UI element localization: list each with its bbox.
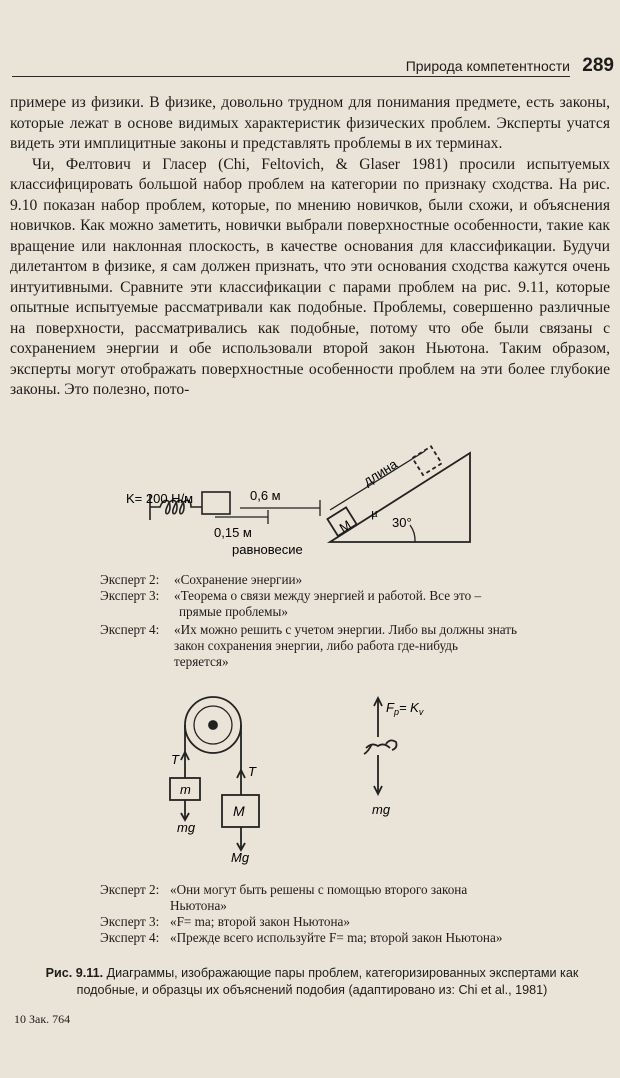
friction-label: μ: [371, 505, 378, 520]
angle-label: 30°: [392, 515, 412, 530]
spring-constant-label: K= 200 Н/м: [126, 491, 194, 506]
paragraph-1: примере из физики. В физике, довольно трудном для понимания предмете, есть законы, которые лежат в основе видимых характеристик физических проблем. Эксперты учатся видеть эти имплицитные законы и представлять проблемы в их терминах.: [10, 94, 610, 152]
section-title: Природа компетентности: [405, 58, 570, 74]
distance-bottom-label: 0,15 м: [214, 525, 252, 540]
block-mass-label: M: [336, 517, 354, 536]
figure-caption: [14, 965, 610, 999]
small-weight-label: mg: [177, 820, 196, 835]
force-label: $F_p= K_v$: [386, 700, 424, 717]
large-weight-label: Mg: [231, 850, 250, 865]
quote-fig1-expert4: Эксперт 4: «Их можно решить с учетом энергии. Либо вы должны знать закон сохранения энергии, либо работа где-нибудь теряется»: [100, 622, 518, 669]
tension-left-label: T: [171, 752, 179, 767]
page-number: 289: [582, 55, 614, 76]
bird-shape: [364, 740, 397, 754]
quote-fig2-expert4: Эксперт 4: «Прежде всего используйте F= ma; второй закон Ньютона»: [100, 930, 503, 945]
small-mass-label: m: [180, 782, 191, 797]
paragraph-2: Чи, Фелтович и Гласер (Chi, Feltovich, & Glaser 1981) просили испытуемых классифицировать большой набор проблем на категории по признаку сходства. На рис. 9.10 показан набор проблем, которые, по мнению новичков, были схожи, и объяснения новичков. Как можно заметить, новички выбрали поверхностные особенности, такие как вращение или наклонная плоскость, в качестве основания для классификации. Будучи дилетантом в физике, я сам должен признать, что эти основания сходства кажутся очень интуитивными. Сравните эти классификации с парами проблем на рис. 9.11, которые опытные испытуемые рассматривали как подобные. Проблемы, совершенно различные на поверхности, рассматривались как подобные, потому что обе были связаны с сохранением энергии и обе использовали второй закон Ньютона. Таким образом, эксперты могут отображать поверхностные особенности проблем на эти более глубокие законы. Это полезно, пото-: [10, 155, 610, 398]
incline-block-dashed: [412, 446, 441, 475]
equilibrium-label: равновесие: [232, 542, 303, 557]
length-label: длина: [360, 456, 400, 489]
quote-fig2-expert2: Эксперт 2: «Они могут быть решены с помощью второго закона Ньютона»: [100, 882, 468, 913]
bird-weight-label: mg: [372, 802, 391, 817]
spring-block: [202, 492, 230, 514]
printer-mark: 10 Зак. 764: [14, 1012, 71, 1026]
large-mass-label: M: [233, 803, 245, 819]
quote-fig1-expert2: Эксперт 2: «Сохранение энергии»: [100, 572, 303, 587]
caption-text: Диаграммы, изображающие пары проблем, категоризированных экспертами как подобные, и образцы их объяснений подобия (адаптировано из: Chi et al., 1981): [76, 966, 579, 997]
caption-label: Рис. 9.11.: [45, 966, 104, 980]
tension-right-label: T: [248, 764, 256, 779]
distance-top-label: 0,6 м: [250, 488, 281, 503]
quote-fig1-expert3: Эксперт 3: «Теорема о связи между энергией и работой. Все это – прямые проблемы»: [100, 588, 482, 619]
quote-fig2-expert3: Эксперт 3: «F= ma; второй закон Ньютона»: [100, 914, 351, 929]
pulley-axle: [209, 721, 217, 729]
